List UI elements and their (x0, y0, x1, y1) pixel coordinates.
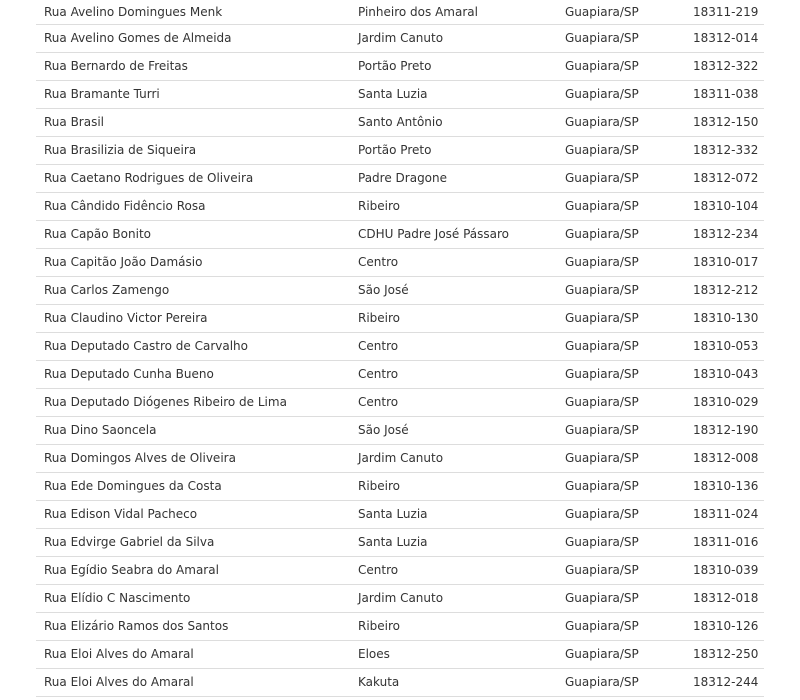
city-cell: Guapiara/SP (557, 669, 685, 697)
cep-cell: 18310-029 (685, 389, 764, 417)
city-cell: Guapiara/SP (557, 53, 685, 81)
street-cell: Rua Bramante Turri (36, 81, 350, 109)
table-row (36, 249, 764, 277)
city-cell: Guapiara/SP (557, 193, 685, 221)
street-cell: Rua Edvirge Gabriel da Silva (36, 529, 350, 557)
city-cell: Guapiara/SP (557, 613, 685, 641)
cep-cell: 18312-250 (685, 641, 764, 669)
table-row (36, 389, 764, 417)
street-cell: Rua Domingos Alves de Oliveira (36, 445, 350, 473)
city-cell: Guapiara/SP (557, 0, 685, 25)
district-cell: Jardim Canuto (350, 585, 557, 613)
cep-cell: 18311-016 (685, 529, 764, 557)
table-row (36, 277, 764, 305)
district-cell: Ribeiro (350, 473, 557, 501)
district-cell: Centro (350, 333, 557, 361)
street-cell: Rua Capão Bonito (36, 221, 350, 249)
table-row (36, 109, 764, 137)
table-row (36, 585, 764, 613)
street-cell: Rua Carlos Zamengo (36, 277, 350, 305)
street-cell: Rua Cândido Fidêncio Rosa (36, 193, 350, 221)
table-row (36, 613, 764, 641)
street-cell: Rua Eloi Alves do Amaral (36, 669, 350, 697)
city-cell: Guapiara/SP (557, 333, 685, 361)
city-cell: Guapiara/SP (557, 165, 685, 193)
cep-cell: 18310-017 (685, 249, 764, 277)
district-cell: Santa Luzia (350, 529, 557, 557)
district-cell: Jardim Canuto (350, 445, 557, 473)
cep-cell: 18312-234 (685, 221, 764, 249)
city-cell: Guapiara/SP (557, 109, 685, 137)
street-cell: Rua Elizário Ramos dos Santos (36, 613, 350, 641)
district-cell: Centro (350, 557, 557, 585)
street-cell: Rua Deputado Diógenes Ribeiro de Lima (36, 389, 350, 417)
street-cell: Rua Brasil (36, 109, 350, 137)
city-cell: Guapiara/SP (557, 277, 685, 305)
street-cell: Rua Eloi Alves do Amaral (36, 641, 350, 669)
street-cell: Rua Claudino Victor Pereira (36, 305, 350, 333)
street-cell: Rua Bernardo de Freitas (36, 53, 350, 81)
table-row (36, 417, 764, 445)
cep-cell: 18312-190 (685, 417, 764, 445)
city-cell: Guapiara/SP (557, 473, 685, 501)
district-cell: Padre Dragone (350, 165, 557, 193)
cep-cell: 18312-332 (685, 137, 764, 165)
cep-cell: 18312-150 (685, 109, 764, 137)
city-cell: Guapiara/SP (557, 221, 685, 249)
table-row (36, 501, 764, 529)
cep-cell: 18310-130 (685, 305, 764, 333)
district-cell: Centro (350, 389, 557, 417)
district-cell: Pinheiro dos Amaral (350, 0, 557, 25)
cep-cell: 18310-126 (685, 613, 764, 641)
district-cell: São José (350, 417, 557, 445)
street-cell: Rua Egídio Seabra do Amaral (36, 557, 350, 585)
street-cell: Rua Brasilizia de Siqueira (36, 137, 350, 165)
street-cell: Rua Avelino Gomes de Almeida (36, 25, 350, 53)
city-cell: Guapiara/SP (557, 25, 685, 53)
street-cell: Rua Caetano Rodrigues de Oliveira (36, 165, 350, 193)
table-row (36, 529, 764, 557)
district-cell: Jardim Canuto (350, 25, 557, 53)
cep-cell: 18312-212 (685, 277, 764, 305)
table-row (36, 165, 764, 193)
district-cell: São José (350, 277, 557, 305)
street-cell: Rua Deputado Castro de Carvalho (36, 333, 350, 361)
city-cell: Guapiara/SP (557, 305, 685, 333)
district-cell: Eloes (350, 641, 557, 669)
city-cell: Guapiara/SP (557, 641, 685, 669)
district-cell: Kakuta (350, 669, 557, 697)
city-cell: Guapiara/SP (557, 81, 685, 109)
street-cell: Rua Avelino Domingues Menk (36, 0, 350, 25)
city-cell: Guapiara/SP (557, 417, 685, 445)
table-row (36, 0, 764, 25)
cep-cell: 18310-104 (685, 193, 764, 221)
district-cell: Portão Preto (350, 137, 557, 165)
street-cell: Rua Deputado Cunha Bueno (36, 361, 350, 389)
city-cell: Guapiara/SP (557, 249, 685, 277)
city-cell: Guapiara/SP (557, 501, 685, 529)
cep-cell: 18310-043 (685, 361, 764, 389)
street-cell: Rua Capitão João Damásio (36, 249, 350, 277)
table-row (36, 305, 764, 333)
table-row (36, 81, 764, 109)
table-row (36, 473, 764, 501)
city-cell: Guapiara/SP (557, 445, 685, 473)
cep-cell: 18311-038 (685, 81, 764, 109)
district-cell: Centro (350, 249, 557, 277)
cep-cell: 18310-039 (685, 557, 764, 585)
table-row (36, 445, 764, 473)
city-cell: Guapiara/SP (557, 585, 685, 613)
district-cell: Santo Antônio (350, 109, 557, 137)
city-cell: Guapiara/SP (557, 361, 685, 389)
district-cell: Ribeiro (350, 613, 557, 641)
table-row (36, 557, 764, 585)
table-row (36, 361, 764, 389)
district-cell: Portão Preto (350, 53, 557, 81)
cep-cell: 18310-136 (685, 473, 764, 501)
cep-cell: 18312-018 (685, 585, 764, 613)
table-row (36, 53, 764, 81)
district-cell: CDHU Padre José Pássaro (350, 221, 557, 249)
address-table (36, 0, 764, 697)
district-cell: Centro (350, 361, 557, 389)
table-row (36, 641, 764, 669)
table-row (36, 137, 764, 165)
table-row (36, 669, 764, 697)
table-row (36, 193, 764, 221)
cep-cell: 18312-008 (685, 445, 764, 473)
table-row (36, 25, 764, 53)
cep-cell: 18312-322 (685, 53, 764, 81)
street-cell: Rua Edison Vidal Pacheco (36, 501, 350, 529)
district-cell: Ribeiro (350, 193, 557, 221)
cep-cell: 18312-072 (685, 165, 764, 193)
city-cell: Guapiara/SP (557, 389, 685, 417)
city-cell: Guapiara/SP (557, 557, 685, 585)
table-row (36, 221, 764, 249)
district-cell: Santa Luzia (350, 81, 557, 109)
street-cell: Rua Elídio C Nascimento (36, 585, 350, 613)
city-cell: Guapiara/SP (557, 137, 685, 165)
cep-cell: 18311-024 (685, 501, 764, 529)
cep-cell: 18311-219 (685, 0, 764, 25)
street-cell: Rua Dino Saoncela (36, 417, 350, 445)
cep-cell: 18312-244 (685, 669, 764, 697)
city-cell: Guapiara/SP (557, 529, 685, 557)
street-cell: Rua Ede Domingues da Costa (36, 473, 350, 501)
address-table-body (36, 0, 764, 697)
district-cell: Santa Luzia (350, 501, 557, 529)
cep-cell: 18310-053 (685, 333, 764, 361)
cep-cell: 18312-014 (685, 25, 764, 53)
district-cell: Ribeiro (350, 305, 557, 333)
table-row (36, 333, 764, 361)
